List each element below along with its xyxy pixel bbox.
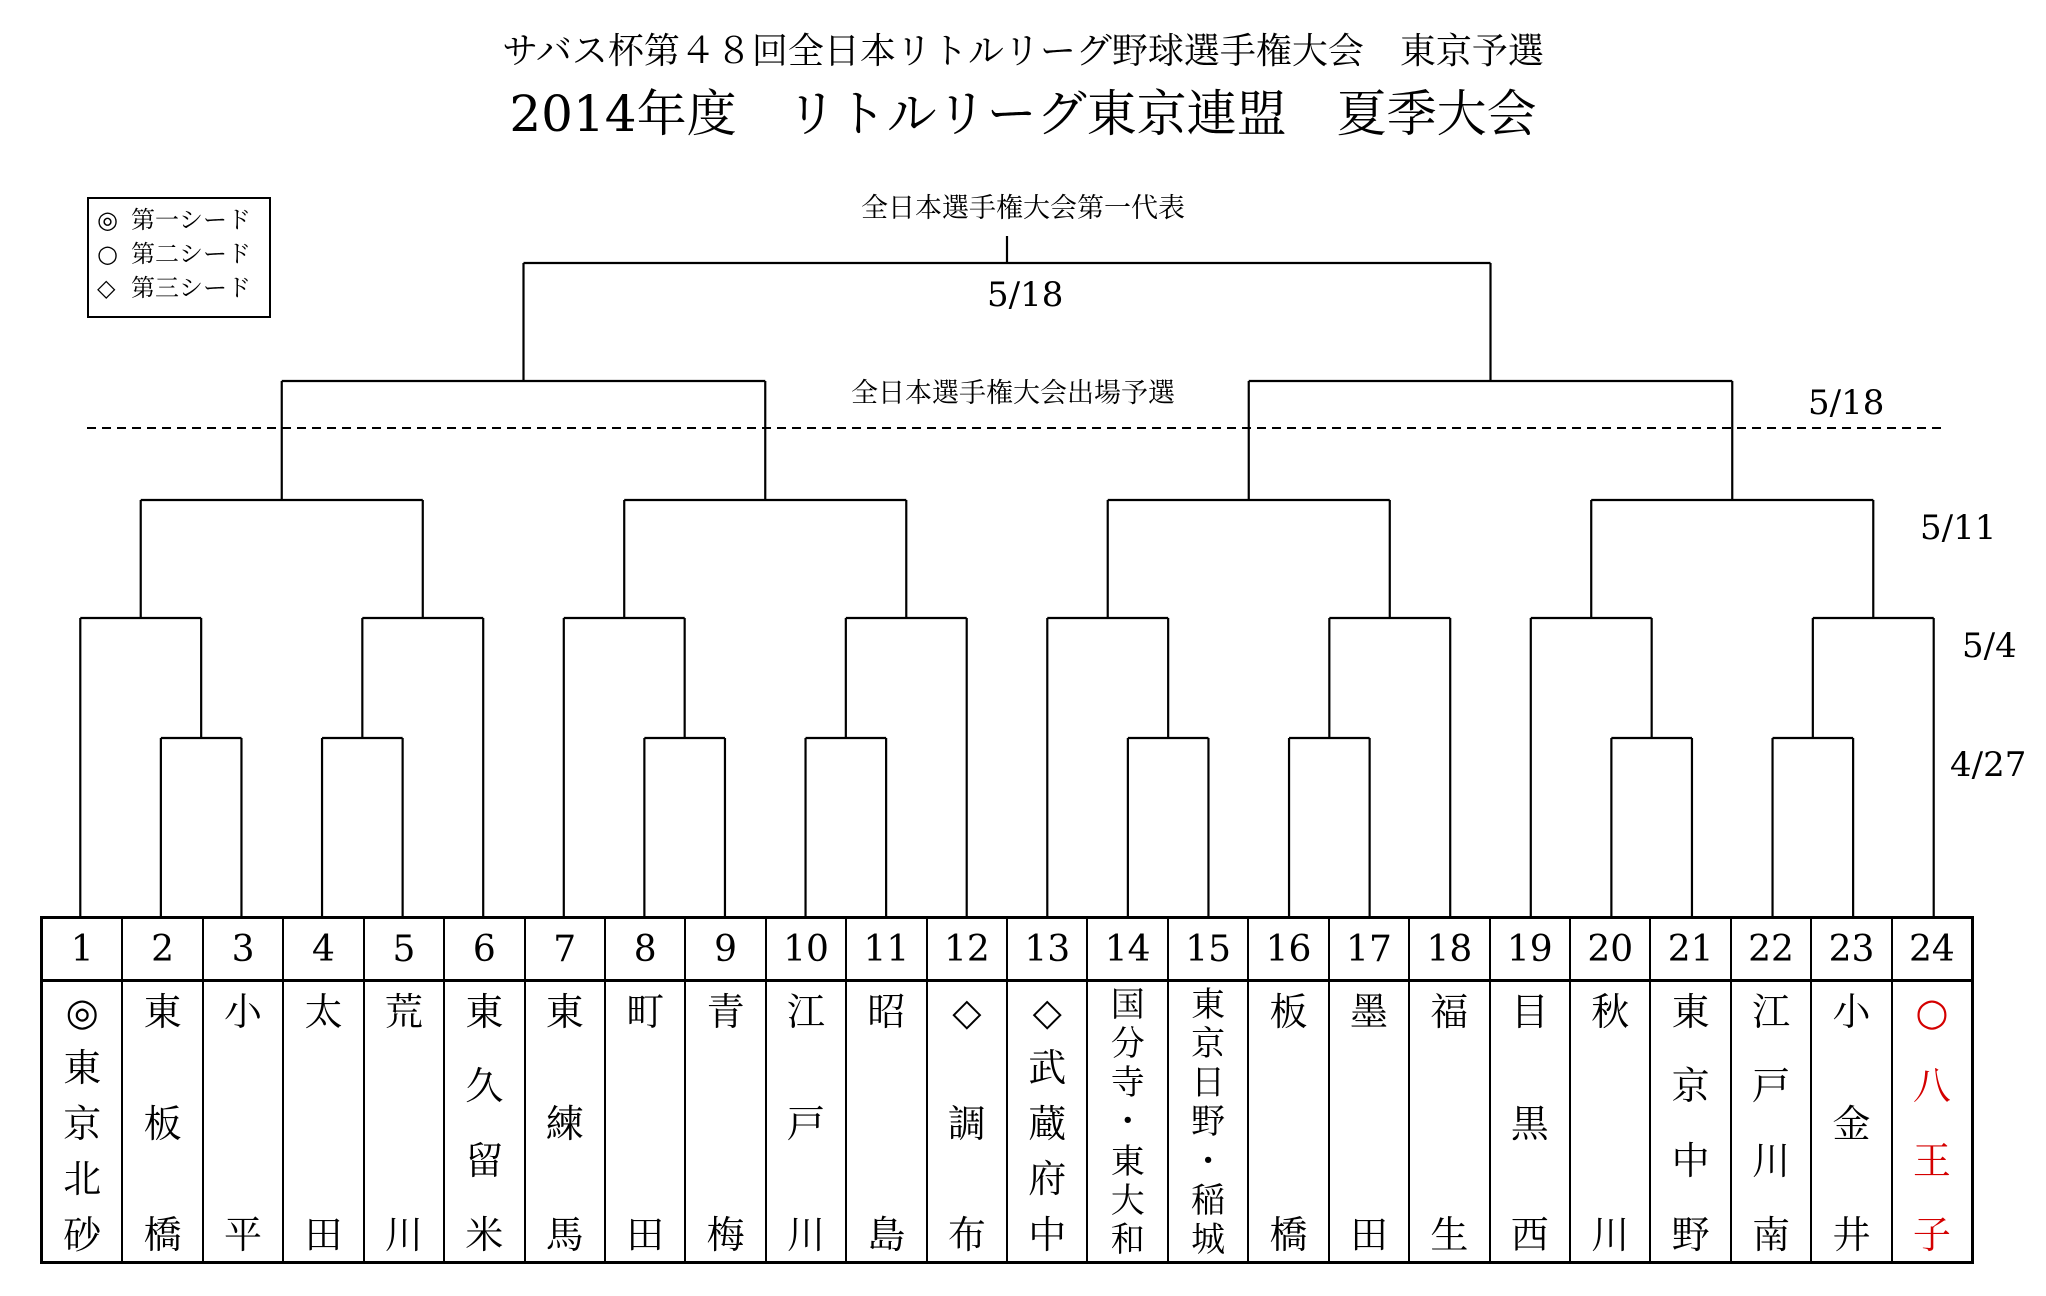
legend-label: 第一シード [131, 206, 251, 234]
team-number: 21 [1651, 919, 1729, 982]
team-number: 8 [606, 919, 684, 982]
legend-label: 第二シード [131, 240, 251, 268]
team-number: 22 [1732, 919, 1810, 982]
team-column [926, 919, 1006, 1261]
team-column [1408, 919, 1488, 1261]
team-name: 秋 川 [1591, 990, 1630, 1257]
team-number: 12 [928, 919, 1006, 982]
team-name: 目 黒 西 [1510, 990, 1549, 1257]
team-column [1810, 919, 1890, 1261]
team-table [40, 916, 1974, 1264]
team-number: 4 [284, 919, 362, 982]
final-date: 5/18 [987, 275, 1064, 315]
tournament-title: サバス杯第４８回全日本リトルリーグ野球選手権大会 東京予選 [502, 31, 1544, 72]
champion-label: 全日本選手権大会第一代表 [861, 193, 1185, 224]
team-name: 板 橋 [1269, 990, 1308, 1257]
team-column [1730, 919, 1810, 1261]
team-name: 町 田 [626, 990, 665, 1257]
team-number: 19 [1491, 919, 1569, 982]
team-column [1247, 919, 1327, 1261]
circle-icon: ○ [97, 240, 118, 268]
team-number: 11 [847, 919, 925, 982]
round2-date: 5/4 [1962, 626, 2017, 666]
team-column [202, 919, 282, 1261]
event-title: 2014年度 リトルリーグ東京連盟 夏季大会 [509, 85, 1537, 143]
team-column [1328, 919, 1408, 1261]
team-name: 東 板 橋 [143, 990, 182, 1257]
team-number: 5 [365, 919, 443, 982]
round3-date: 5/11 [1920, 508, 1997, 548]
team-column [282, 919, 362, 1261]
team-number: 24 [1893, 919, 1971, 982]
team-column [765, 919, 845, 1261]
legend-label: 第三シード [131, 274, 251, 302]
team-name: 東 京 中 野 [1671, 990, 1710, 1257]
team-column [43, 919, 121, 1261]
team-name: 東 京 日 野 ・ 稲 城 [1191, 985, 1226, 1260]
team-name: 国 分 寺 ・ 東 大 和 [1110, 985, 1145, 1260]
team-column [1086, 919, 1166, 1261]
team-number: 17 [1330, 919, 1408, 982]
team-name: 青 梅 [706, 990, 745, 1257]
team-number: 10 [767, 919, 845, 982]
team-column [1006, 919, 1086, 1261]
team-column [363, 919, 443, 1261]
team-column [845, 919, 925, 1261]
team-column [604, 919, 684, 1261]
team-name: 荒 川 [384, 990, 423, 1257]
team-number: 6 [445, 919, 523, 982]
team-name: 小 金 井 [1832, 990, 1871, 1257]
team-number: 13 [1008, 919, 1086, 982]
team-name: ◎ 東 京 北 砂 [63, 990, 102, 1257]
team-name: 江 戸 川 南 [1752, 990, 1791, 1257]
team-name: 小 平 [224, 990, 263, 1257]
team-name: 東 久 留 米 [465, 990, 504, 1257]
team-column [121, 919, 201, 1261]
team-name: 墨 田 [1349, 990, 1388, 1257]
diamond-icon: ◇ [97, 274, 116, 302]
team-name: 福 生 [1430, 990, 1469, 1257]
team-number: 9 [686, 919, 764, 982]
team-number: 18 [1410, 919, 1488, 982]
team-column [524, 919, 604, 1261]
qualifier-label: 全日本選手権大会出場予選 [851, 378, 1175, 409]
team-number: 15 [1169, 919, 1247, 982]
team-column [1649, 919, 1729, 1261]
team-column [1569, 919, 1649, 1261]
team-name: ◇ 武 蔵 府 中 [1028, 990, 1067, 1257]
team-column [1891, 919, 1971, 1261]
team-number: 7 [526, 919, 604, 982]
team-number: 23 [1812, 919, 1890, 982]
team-name: 昭 島 [867, 990, 906, 1257]
team-number: 20 [1571, 919, 1649, 982]
team-number: 16 [1249, 919, 1327, 982]
round1-date: 4/27 [1950, 745, 2027, 785]
team-column [684, 919, 764, 1261]
team-number: 1 [43, 919, 121, 982]
double-circle-icon: ◎ [97, 206, 118, 234]
team-column [443, 919, 523, 1261]
team-column [1489, 919, 1569, 1261]
team-number: 14 [1088, 919, 1166, 982]
team-name: ◇ 調 布 [947, 990, 986, 1257]
team-number: 2 [123, 919, 201, 982]
team-name: ○ 八 王 子 [1912, 990, 1951, 1257]
team-number: 3 [204, 919, 282, 982]
team-name: 東 練 馬 [545, 990, 584, 1257]
semifinal-date: 5/18 [1808, 383, 1885, 423]
team-column [1167, 919, 1247, 1261]
team-name: 江 戸 川 [787, 990, 826, 1257]
team-name: 太 田 [304, 990, 343, 1257]
